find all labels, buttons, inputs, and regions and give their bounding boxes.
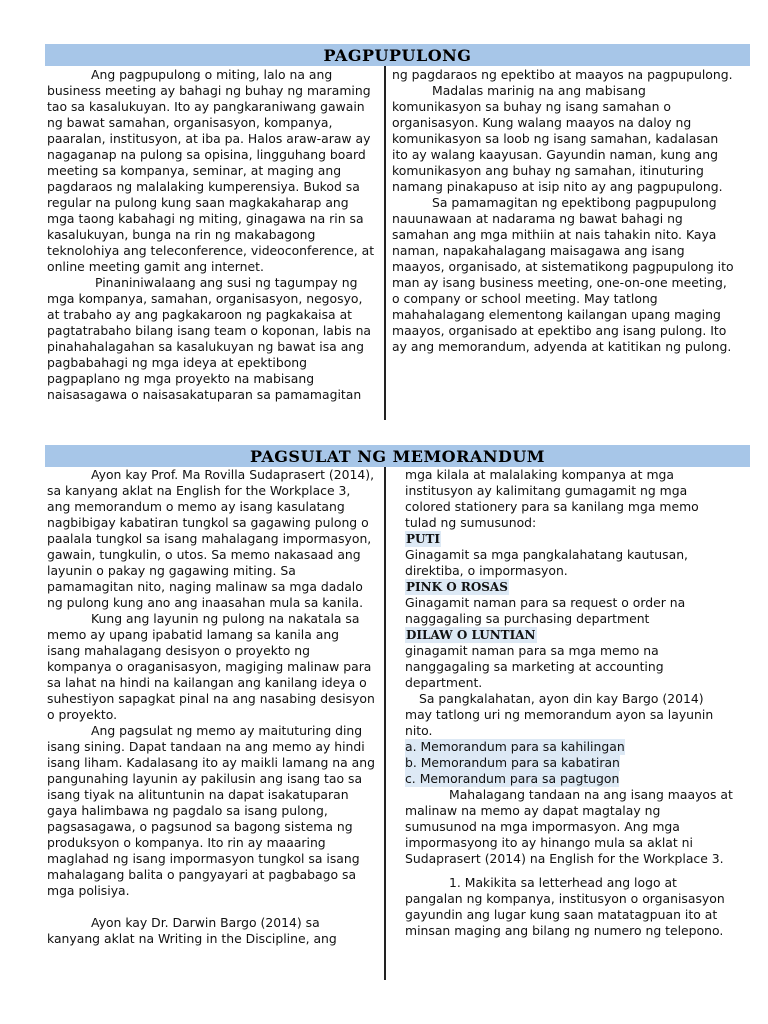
numbered-item: 1. Makikita sa letterhead ang logo at pangalan ng kompanya, institusyon o organisasyon gayundin ang lugar kung saan matatagpuan ito at minsan maging ang bilang ng numero ng telepono. xyxy=(405,875,725,938)
paragraph: Mahalagang tandaan na ang isang maayos at malinaw na memo ay dapat magtalay ng sumusunod na mga impormasyon. Ang mga impormasyong ito ay hinango mula sa aklat ni Sudaprasert (2014) na English for the Workplace 3. xyxy=(405,787,733,866)
paragraph: Ang pagpupulong o miting, lalo na ang business meeting ay bahagi ng buhay ng maraming tao sa kasalukuyan. Ito ay pangkaraniwang gawain ng bawat samahan, organisasyon, kompanya, paaralan, institusyon, at iba pa. Halos araw-araw ay nagaganap na pulong sa opisina, lingguhang board meeting sa kompanya, seminar, at maging ang pagdaraos ng malalaking kumperensiya. Bukod sa regular na pulong kung saan magkakaharap ang mga taong kabahagi ng miting, ginagawa na rin sa kasalukuyan, bunga na rin ng makabagong teknolohiya ang teleconference, videoconference, at online meeting gamit ang internet. xyxy=(47,67,375,274)
color-description: Ginagamit naman para sa request o order na naggagaling sa purchasing department xyxy=(405,595,686,626)
section2-right-column xyxy=(405,467,733,939)
paragraph: Ang pagsulat ng memo ay maituturing ding isang sining. Dapat tandaan na ang memo ay hindi isang liham. Kadalasang ito ay maikli lamang na ang pangunahing layunin ay pakilusin ang isang tao sa isang tiyak na alituntunin na dapat isakatuparan gaya halimbawa ng pagdalo sa isang pulong, pagsasagawa, o pagsunod sa bagong sistema ng produksyon o kompanya. Ito rin ay maaaring maglahad ng isang impormasyon tungkol sa isang mahalagang balita o pangyayari at pagbabago sa mga polisiya. xyxy=(47,723,375,898)
section-title-pagsulat-ng-memorandum: PAGSULAT NG MEMORANDUM xyxy=(45,445,750,467)
color-description: Ginagamit sa mga pangkalahatang kautusan, direktiba, o impormasyon. xyxy=(405,547,688,578)
paragraph: Madalas marinig na ang mabisang komunikasyon sa buhay ng isang samahan o organisasyon. Kung walang maayos na daloy ng komunikasyon sa loob ng isang samahan, kadalasan ito ay walang kaayusan. Gayundin naman, kung ang komunikasyon ang buhay ng samahan, itinuturing namang pinakapuso at isip nito ay ang pagpupulong. xyxy=(392,83,723,194)
section2-left-column xyxy=(47,467,375,947)
color-label-dilaw: DILAW O LUNTIAN xyxy=(406,628,536,642)
color-label-puti: PUTI xyxy=(406,532,441,546)
section-title-pagpupulong: PAGPUPULONG xyxy=(45,44,750,66)
paragraph: Sa pangkalahatan, ayon din kay Bargo (2014) may tatlong uri ng memorandum ayon sa layunin nito. xyxy=(405,691,714,738)
memo-type-item: c. Memorandum para sa pagtugon xyxy=(405,771,620,786)
paragraph: mga kilala at malalaking kompanya at mga institusyon ay kalimitang gumagamit ng mga colored stationery para sa kanilang mga memo tulad ng sumusunod: xyxy=(405,467,699,530)
memo-type-item: a. Memorandum para sa kahilingan xyxy=(405,739,625,754)
memo-type-item: b. Memorandum para sa kabatiran xyxy=(405,755,620,770)
color-label-pink: PINK O ROSAS xyxy=(406,580,508,594)
paragraph: Kung ang layunin ng pulong na nakatala sa memo ay upang ipabatid lamang sa kanila ang isang mahalagang desisyon o proyekto ng kompanya o oraganisasyon, magiging malinaw para sa lahat na hindi na kailangan ang kanilang ideya o suhestiyon sapagkat pinal na ang nasabing desisyon o proyekto. xyxy=(47,611,375,722)
spacer xyxy=(405,867,733,875)
color-description: ginagamit naman para sa mga memo na nanggagaling sa marketing at accounting department. xyxy=(405,643,664,690)
paragraph: ng pagdaraos ng epektibo at maayos na pagpupulong. xyxy=(392,67,733,82)
column-divider xyxy=(384,66,386,420)
column-divider xyxy=(384,467,386,980)
paragraph: Sa pamamagitan ng epektibong pagpupulong nauunawaan at nadarama ng bawat bahagi ng samahan ang mga mithiin at nais tahakin nito. Kaya naman, napakahalagang maisagawa ang isang maayos, organisado, at sistematikong pagpupulong ito man ay isang business meeting, one-on-one meeting, o company or school meeting. May tatlong mahahalagang elementong kailangan upang maging maayos, organisado at epektibo ang isang pulong. Ito ay ang memorandum, adyenda at katitikan ng pulong. xyxy=(392,195,734,354)
section1-right-column xyxy=(392,67,738,355)
section1-left-column xyxy=(47,67,375,403)
paragraph: Pinaniniwalaang ang susi ng tagumpay ng mga kompanya, samahan, organisasyon, negosyo, at trabaho ay ang pagkakaroon ng pagkakaisa at pagtatrabaho bilang isang team o koponan, labis na pinahahalagahan sa kasalukuyan ng bawat isa ang pagbabahagi ng mga ideya at epektibong pagpaplano ng mga proyekto na mabisang naisasagawa o naisasakatuparan sa pamamagitan xyxy=(47,275,372,402)
spacer xyxy=(47,899,375,915)
paragraph: Ayon kay Prof. Ma Rovilla Sudaprasert (2014), sa kanyang aklat na English for the Workplace 3, ang memorandum o memo ay isang kasulatang nagbibigay kabatiran tungkol sa gagawing pulong o paalala tungkol sa isang mahalagang impormasyon, gawain, tungkulin, o utos. Sa memo nakasaad ang layunin o pakay ng gagawing miting. Sa pamamagitan nito, naging malinaw sa mga dadalo ng pulong kung ano ang inaasahan mula sa kanila. xyxy=(47,467,375,610)
paragraph: Ayon kay Dr. Darwin Bargo (2014) sa kanyang aklat na Writing in the Discipline, ang xyxy=(47,915,337,946)
